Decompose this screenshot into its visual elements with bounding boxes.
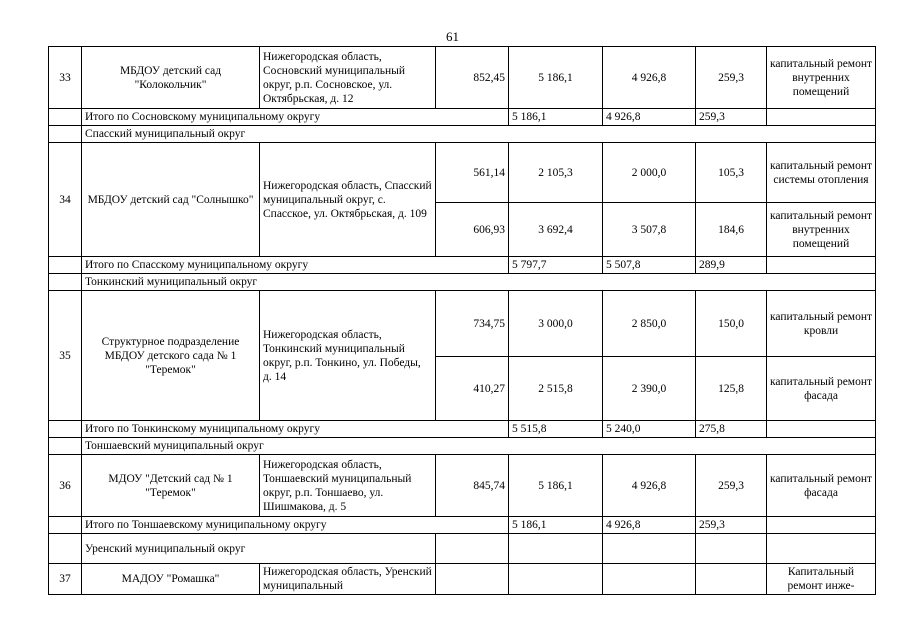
area-cell: 561,14 [436,143,509,203]
object-address: Нижегородская область, Сосновский муниципальный округ, р.п. Сосновское, ул. Октябрьская, д. 12 [260,47,436,109]
subtotal-local: 259,3 [696,109,767,126]
subtotal-total: 5 797,7 [509,257,603,274]
section-row [49,126,876,143]
object-name: МАДОУ "Ромашка" [82,564,260,595]
total-cost-cell: 5 186,1 [509,455,603,517]
total-cost-cell: 3 692,4 [509,203,603,257]
row-number: 37 [49,564,82,595]
regional-budget-cell: 2 390,0 [603,357,696,421]
subtotal-total: 5 186,1 [509,109,603,126]
area-cell: 734,75 [436,291,509,357]
table-row [49,291,876,357]
object-name: МБДОУ детский сад "Солнышко" [82,143,260,257]
object-address: Нижегородская область, Тоншаевский муниципальный округ, р.п. Тоншаево, ул. Шишмакова, д. 5 [260,455,436,517]
object-name: Структурное подразделение МБДОУ детского сада № 1 "Теремок" [82,291,260,421]
subtotal-row [49,109,876,126]
object-address: Нижегородская область, Тонкинский муниципальный округ, р.п. Тонкино, ул. Победы, д. 14 [260,291,436,421]
section-row [49,438,876,455]
subtotal-label: Итого по Сосновскому муниципальному округу [82,109,509,126]
regional-budget-cell: 4 926,8 [603,47,696,109]
row-number: 36 [49,455,82,517]
section-row [49,534,876,564]
area-cell: 845,74 [436,455,509,517]
local-budget-cell: 125,8 [696,357,767,421]
row-number: 33 [49,47,82,109]
work-type-cell: капитальный ремонт фасада [767,357,876,421]
subtotal-local: 259,3 [696,517,767,534]
regional-budget-cell: 3 507,8 [603,203,696,257]
local-budget-cell: 150,0 [696,291,767,357]
subtotal-regional: 5 507,8 [603,257,696,274]
work-type-cell: капитальный ремонт системы отопления [767,143,876,203]
subtotal-total: 5 515,8 [509,421,603,438]
subtotal-local: 289,9 [696,257,767,274]
regional-budget-cell: 2 850,0 [603,291,696,357]
section-title: Тоншаевский муниципальный округ [82,438,876,455]
subtotal-row [49,421,876,438]
work-type-cell: капитальный ремонт внутренних помещений [767,47,876,109]
subtotal-regional: 4 926,8 [603,109,696,126]
total-cost-cell: 3 000,0 [509,291,603,357]
object-address: Нижегородская область, Спасский муниципальный округ, с. Спасское, ул. Октябрьская, д. 109 [260,143,436,257]
subtotal-regional: 5 240,0 [603,421,696,438]
page-number: 61 [446,29,459,44]
area-cell: 410,27 [436,357,509,421]
section-title: Спасский муниципальный округ [82,126,876,143]
table-row [49,564,876,595]
objects-table [48,46,876,595]
row-number: 35 [49,291,82,421]
regional-budget-cell: 2 000,0 [603,143,696,203]
subtotal-total: 5 186,1 [509,517,603,534]
subtotal-regional: 4 926,8 [603,517,696,534]
table-row [49,455,876,517]
object-name: МДОУ "Детский сад № 1 "Теремок" [82,455,260,517]
row-number: 34 [49,143,82,257]
table-row [49,143,876,203]
area-cell: 606,93 [436,203,509,257]
work-type-cell: капитальный ремонт фасада [767,455,876,517]
subtotal-label: Итого по Тоншаевскому муниципальному округу [82,517,509,534]
local-budget-cell: 259,3 [696,47,767,109]
total-cost-cell: 2 515,8 [509,357,603,421]
object-address: Нижегородская область, Уренский муниципальный [260,564,436,595]
area-cell: 852,45 [436,47,509,109]
work-type-cell: капитальный ремонт внутренних помещений [767,203,876,257]
section-title: Тонкинский муниципальный округ [82,274,876,291]
total-cost-cell: 2 105,3 [509,143,603,203]
table-row [49,47,876,109]
section-row [49,274,876,291]
object-name: МБДОУ детский сад "Колокольчик" [82,47,260,109]
section-title: Уренский муниципальный округ [82,534,436,564]
subtotal-row [49,517,876,534]
work-type-cell: капитальный ремонт кровли [767,291,876,357]
work-type-cell: Капитальный ремонт инже- [767,564,876,595]
local-budget-cell: 259,3 [696,455,767,517]
local-budget-cell: 184,6 [696,203,767,257]
subtotal-label: Итого по Тонкинскому муниципальному округу [82,421,509,438]
subtotal-local: 275,8 [696,421,767,438]
local-budget-cell: 105,3 [696,143,767,203]
subtotal-label: Итого по Спасскому муниципальному округу [82,257,509,274]
regional-budget-cell: 4 926,8 [603,455,696,517]
total-cost-cell: 5 186,1 [509,47,603,109]
subtotal-row [49,257,876,274]
